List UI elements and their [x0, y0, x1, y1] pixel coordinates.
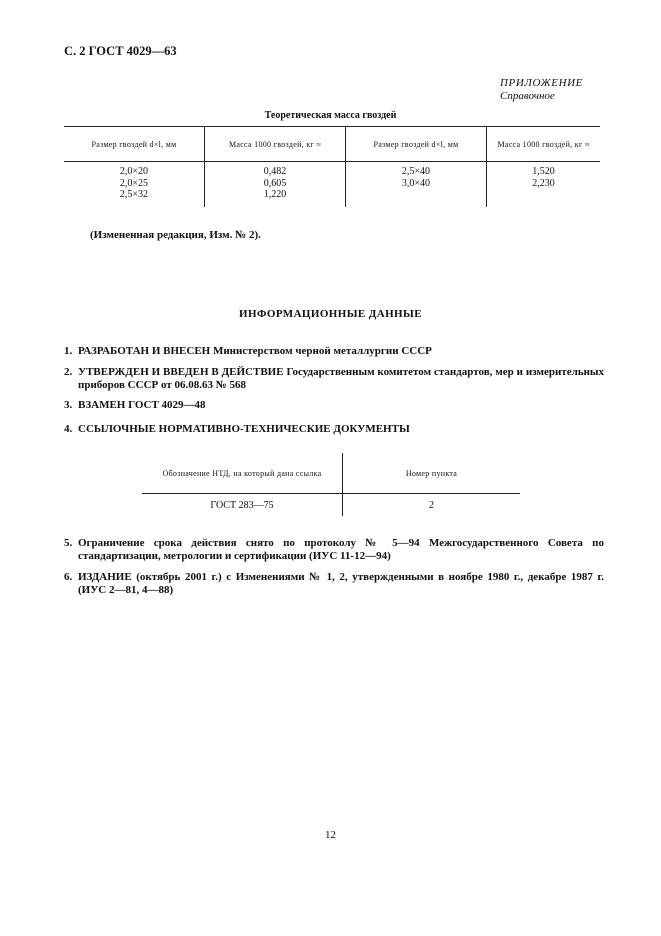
cell-value: 2,5×32 — [119, 189, 149, 200]
table-row — [142, 494, 520, 517]
cell-value: 2,0×20 — [119, 166, 149, 177]
item-number: 6. — [64, 571, 73, 583]
mass-table-header-size-1: Размер гвоздей d×l, мм — [64, 127, 205, 162]
cell-value: 2,5×40 — [401, 166, 431, 177]
item-text: ИЗДАНИЕ (октябрь 2001 г.) с Изменениями № 1, 2, утвержденными в ноябре 1980 г., декабре 1987 г. (ИУС 2—81, 4—88) — [78, 571, 604, 596]
item-text: УТВЕРЖДЕН И ВВЕДЕН В ДЕЙСТВИЕ Государственным комитетом стандартов, мер и измерительных приборов СССР от 06.08.63 № 568 — [78, 366, 604, 391]
item-number: 4. — [64, 423, 73, 435]
left-sizes-cell — [64, 162, 205, 208]
item-number: 2. — [64, 366, 73, 378]
appendix-subtitle: Справочное — [500, 90, 555, 102]
cell-value: 1,520 — [532, 166, 555, 177]
item-text: Ограничение срока действия снято по протоколу № 5—94 Межгосударственного Совета по стандартизации, метрологии и сертификации (ИУС 11-12—94) — [78, 537, 604, 562]
info-item-2 — [64, 366, 604, 392]
cell-value: 0,482 — [263, 166, 287, 177]
info-item-6 — [64, 571, 604, 597]
appendix-title: ПРИЛОЖЕНИЕ — [500, 77, 583, 89]
page-number: 12 — [325, 829, 336, 841]
mass-table — [64, 126, 600, 207]
mass-table-header-mass-2: Масса 1000 гвоздей, кг ≈ — [487, 127, 601, 162]
left-masses-cell — [205, 162, 346, 208]
table-row — [64, 162, 600, 208]
item-number: 1. — [64, 345, 73, 357]
right-sizes-cell — [346, 162, 487, 208]
info-item-5 — [64, 537, 604, 563]
info-title: ИНФОРМАЦИОННЫЕ ДАННЫЕ — [239, 308, 422, 320]
right-masses-cell — [487, 162, 601, 208]
cell-value: 2,0×25 — [119, 177, 149, 189]
info-item-1 — [64, 345, 604, 358]
info-item-4 — [64, 423, 604, 436]
item-number: 3. — [64, 399, 73, 411]
cell-value: 2,230 — [532, 177, 555, 189]
item-text: РАЗРАБОТАН И ВНЕСЕН Министерством черной металлургии СССР — [78, 345, 432, 357]
ref-table-header-doc: Обозначение НТД, на который дана ссылка — [142, 453, 343, 494]
mass-table-header-mass-1: Масса 1000 гвоздей, кг ≈ — [205, 127, 346, 162]
cell-value: 0,605 — [263, 177, 287, 189]
cell-value: 1,220 — [263, 189, 287, 200]
ref-doc-cell: ГОСТ 283—75 — [142, 494, 343, 517]
appendix-label — [500, 77, 583, 103]
info-item-3 — [64, 399, 604, 412]
item-text: ВЗАМЕН ГОСТ 4029—48 — [78, 399, 206, 411]
page-header: С. 2 ГОСТ 4029—63 — [64, 44, 177, 58]
ref-table-header-item: Номер пункта — [343, 453, 521, 494]
mass-table-title: Теоретическая масса гвоздей — [264, 110, 397, 121]
mass-table-header-size-2: Размер гвоздей d×l, мм — [346, 127, 487, 162]
reference-table — [142, 453, 520, 516]
item-number: 5. — [64, 537, 73, 549]
ref-item-cell: 2 — [429, 499, 434, 511]
cell-value: 3,0×40 — [401, 177, 431, 189]
edition-note: (Измененная редакция, Изм. № 2). — [90, 229, 261, 241]
item-text: ССЫЛОЧНЫЕ НОРМАТИВНО-ТЕХНИЧЕСКИЕ ДОКУМЕНТЫ — [78, 423, 410, 435]
